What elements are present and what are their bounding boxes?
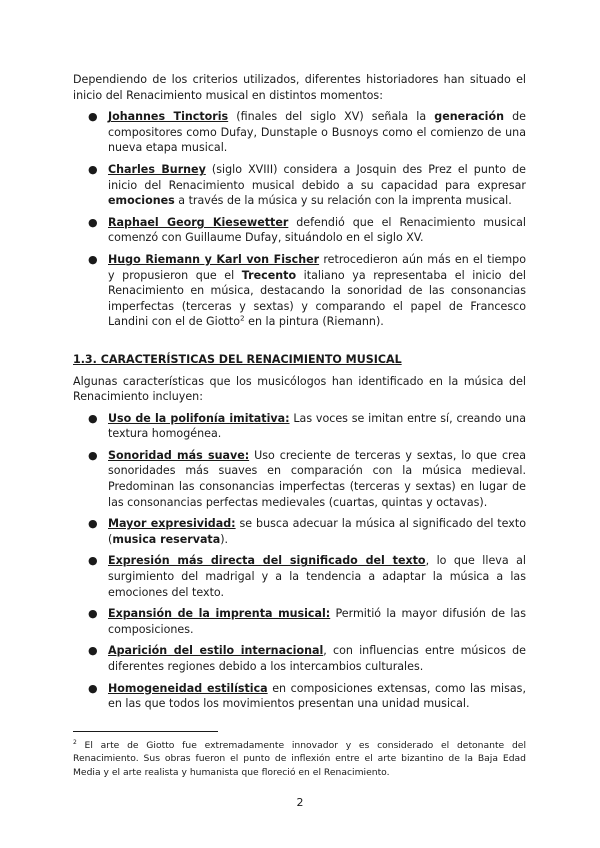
characteristic-term: Mayor expresividad: [108,517,236,531]
characteristic-term: Expresión más directa del significado del texto [108,554,426,568]
bullet-icon: ● [88,554,98,568]
historian-name: Raphael Georg Kiesewetter [108,215,289,229]
footnote-text: El arte de Giotto fue extremadamente innovador y es considerado el detonante del Renacimiento. Sus obras fueron el punto de inflexión entre el arte bizantino de la Baja Edad Media y el arte realista y humanista que floreció en el Renacimiento. [73,740,526,778]
list-item: ● Mayor expresividad: se busca adecuar la música al significado del texto (musica reservata). [88,517,526,546]
characteristic-term: Sonoridad más suave: [108,448,250,462]
bullet-icon: ● [88,607,98,621]
list-item: ● Hugo Riemann y Karl von Fischer retrocedieron aún más en el tiempo y propusieron que el Trecento italiano ya representaba el inicio del Renacimiento en música, destacando la sonoridad de las consonancias imperfectas (terceras y sextas) y comparando el papel de Francesco Landini con el de Giotto$^2$ en la pintura (Riemann). [88,252,526,329]
bullet-icon: ● [88,252,98,266]
list-item: ● Uso de la polifonía imitativa: Las voces se imitan entre sí, creando una textura homogénea. [88,411,527,441]
historians-list [73,109,526,330]
characteristic-term: Uso de la polifonía imitativa: [108,411,290,425]
list-item: ● Expansión de la imprenta musical: Permitió la mayor difusión de las composiciones. [88,607,526,636]
list-item: ● Expresión más directa del significado del texto, lo que lleva al surgimiento del madrigal y a la tendencia a adaptar la música a las emociones del texto. [88,554,526,599]
list-item: ● Homogeneidad estilística en composiciones extensas, como las misas, en las que todos los movimientos presentan una unidad musical. [88,681,526,711]
section-intro: Algunas características que los musicólogos han identificado en la música del Renacimiento incluyen: [73,374,526,404]
bullet-icon: ● [88,517,98,531]
body-text [73,72,526,718]
page-number: 2 [296,796,304,809]
section-heading: 1.3. CARACTERÍSTICAS DEL RENACIMIENTO MUSICAL [73,352,402,366]
footnote-mark: 2 [73,738,77,746]
historian-name: Hugo Riemann y Karl von Fischer [108,252,320,266]
footnote-reference[interactable]: 2 [240,313,245,323]
list-item: ● Sonoridad más suave: Uso creciente de terceras y sextas, lo que crea sonoridades más suaves en comparación con la música medieval. Predominan las consonancias imperfectas (terceras y sextas) en lugar de las consonancias perfectas medievales (cuartas, quintas y octavas). [88,448,526,509]
bullet-icon: ● [88,644,98,658]
intro-paragraph: Dependiendo de los criterios utilizados, diferentes historiadores han situado el inicio del Renacimiento musical en distintos momentos: [73,73,526,102]
characteristic-term: Aparición del estilo internacional [108,644,324,658]
bullet-icon: ● [88,162,98,176]
list-item: ● Johannes Tinctoris (finales del siglo XV) señala la generación de compositores como Dufay, Dunstaple o Busnoys como el comienzo de una nueva etapa musical. [88,110,526,155]
footnote [73,739,526,779]
list-item: ● Charles Burney (siglo XVIII) considera a Josquin des Prez el punto de inicio del Renacimiento musical debido a su capacidad para expresar emociones a través de la música y su relación con la imprenta musical. [88,162,526,208]
bullet-icon: ● [88,110,98,124]
characteristic-term: Expansión de la imprenta musical: [108,607,331,621]
bullet-icon: ● [88,215,98,229]
historian-name: Charles Burney [108,162,206,176]
list-item: ● Raphael Georg Kiesewetter defendió que el Renacimiento musical comenzó con Guillaume Dufay, situándolo en el siglo XV. [88,215,526,245]
footnote-divider [73,731,218,732]
list-item: ● Aparición del estilo internacional, con influencias entre músicos de diferentes regiones debido a los intercambios culturales. [88,644,526,673]
historian-name: Johannes Tinctoris [108,110,229,124]
bullet-icon: ● [88,448,98,462]
characteristics-list [73,411,526,712]
characteristic-term: Homogeneidad estilística [108,681,268,695]
bullet-icon: ● [88,681,98,695]
bullet-icon: ● [88,411,98,425]
